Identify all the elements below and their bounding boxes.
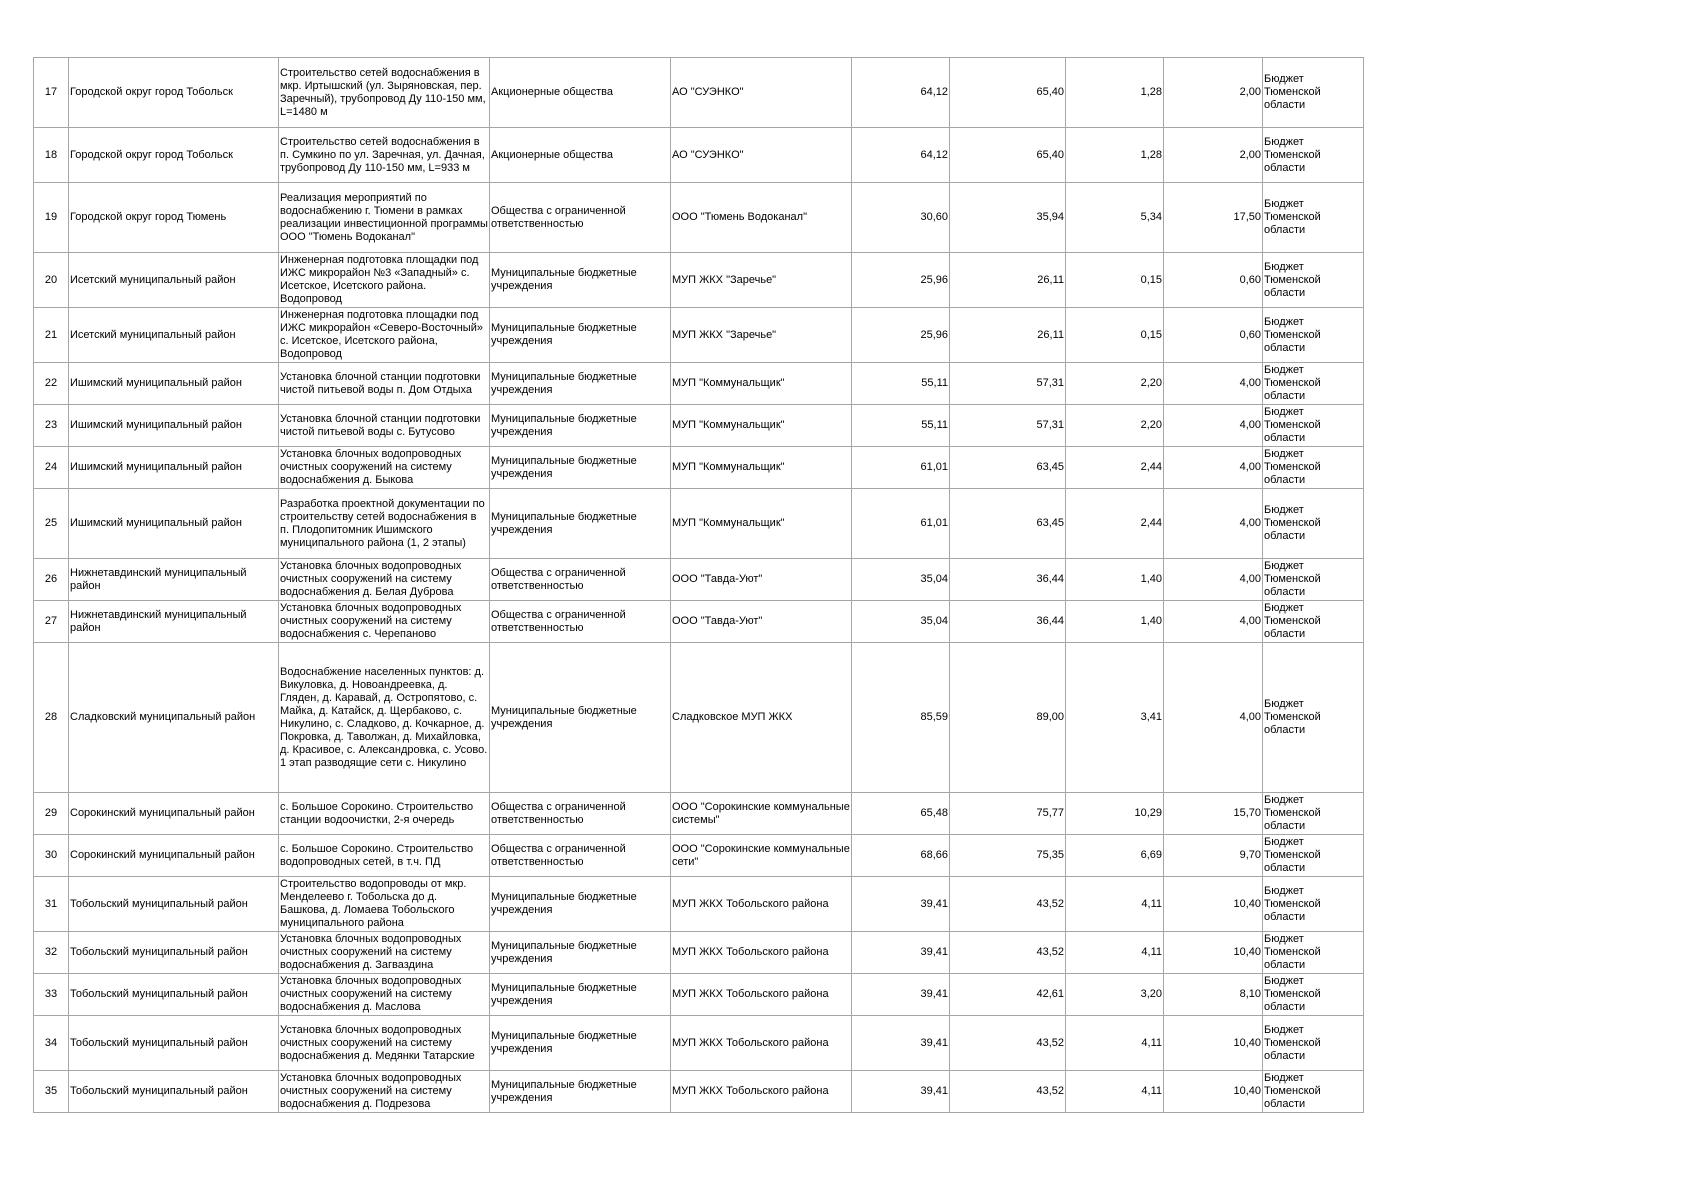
project-description-cell: Установка блочных водопроводных очистных сооружений на систему водоснабжения д. Медянки Татарские	[279, 1016, 490, 1071]
table-row	[34, 974, 1364, 1016]
project-description-cell: Установка блочных водопроводных очистных сооружений на систему водоснабжения д. Подрезова	[279, 1071, 490, 1113]
value-2-cell: 75,77	[950, 793, 1066, 835]
value-1-cell: 25,96	[852, 253, 950, 308]
value-4-cell: 8,10	[1164, 974, 1263, 1016]
organization-name-cell: МУП ЖКХ Тобольского района	[671, 1016, 852, 1071]
organization-name-cell: МУП ЖКХ Тобольского района	[671, 932, 852, 974]
budget-source-cell: Бюджет Тюменской области	[1263, 643, 1364, 793]
municipality-cell: Тобольский муниципальный район	[69, 974, 279, 1016]
value-4-cell: 10,40	[1164, 932, 1263, 974]
value-4-cell: 0,60	[1164, 253, 1263, 308]
row-number: 35	[34, 1071, 69, 1113]
value-1-cell: 39,41	[852, 932, 950, 974]
project-description-cell: с. Большое Сорокино. Строительство станции водоочистки, 2-я очередь	[279, 793, 490, 835]
organization-type-cell: Муниципальные бюджетные учреждения	[490, 974, 671, 1016]
value-3-cell: 0,15	[1066, 253, 1164, 308]
organization-name-cell: АО "СУЭНКО"	[671, 58, 852, 128]
value-1-cell: 35,04	[852, 601, 950, 643]
value-4-cell: 4,00	[1164, 363, 1263, 405]
municipality-cell: Тобольский муниципальный район	[69, 877, 279, 932]
value-2-cell: 57,31	[950, 363, 1066, 405]
value-4-cell: 15,70	[1164, 793, 1263, 835]
organization-type-cell: Муниципальные бюджетные учреждения	[490, 363, 671, 405]
organization-type-cell: Муниципальные бюджетные учреждения	[490, 253, 671, 308]
table-row	[34, 877, 1364, 932]
value-4-cell: 2,00	[1164, 58, 1263, 128]
value-2-cell: 35,94	[950, 183, 1066, 253]
organization-name-cell: МУП "Коммунальщик"	[671, 405, 852, 447]
organization-type-cell: Общества с ограниченной ответственностью	[490, 183, 671, 253]
municipality-cell: Исетский муниципальный район	[69, 253, 279, 308]
table-row	[34, 601, 1364, 643]
value-3-cell: 6,69	[1066, 835, 1164, 877]
value-3-cell: 5,34	[1066, 183, 1164, 253]
value-3-cell: 1,28	[1066, 58, 1164, 128]
budget-source-cell: Бюджет Тюменской области	[1263, 974, 1364, 1016]
project-description-cell: Установка блочных водопроводных очистных сооружений на систему водоснабжения д. Быкова	[279, 447, 490, 489]
project-description-cell: Строительство водопроводы от мкр. Менделеево г. Тобольска до д. Башкова, д. Ломаева Тобольского муниципального района	[279, 877, 490, 932]
table-row	[34, 932, 1364, 974]
table-row	[34, 1071, 1364, 1113]
budget-source-cell: Бюджет Тюменской области	[1263, 183, 1364, 253]
organization-type-cell: Общества с ограниченной ответственностью	[490, 793, 671, 835]
project-description-cell: Установка блочных водопроводных очистных сооружений на систему водоснабжения д. Загваздина	[279, 932, 490, 974]
value-3-cell: 10,29	[1066, 793, 1164, 835]
value-3-cell: 2,44	[1066, 447, 1164, 489]
value-2-cell: 36,44	[950, 601, 1066, 643]
value-3-cell: 3,41	[1066, 643, 1164, 793]
project-description-cell: Инженерная подготовка площадки под ИЖС микрорайон «Северо-Восточный» с. Исетское, Исетского района, Водопровод	[279, 308, 490, 363]
row-number: 20	[34, 253, 69, 308]
budget-source-cell: Бюджет Тюменской области	[1263, 877, 1364, 932]
row-number: 23	[34, 405, 69, 447]
organization-type-cell: Муниципальные бюджетные учреждения	[490, 643, 671, 793]
value-4-cell: 17,50	[1164, 183, 1263, 253]
value-1-cell: 64,12	[852, 58, 950, 128]
municipality-cell: Сладковский муниципальный район	[69, 643, 279, 793]
value-2-cell: 43,52	[950, 1016, 1066, 1071]
row-number: 30	[34, 835, 69, 877]
table-row	[34, 405, 1364, 447]
budget-source-cell: Бюджет Тюменской области	[1263, 1071, 1364, 1113]
organization-type-cell: Муниципальные бюджетные учреждения	[490, 308, 671, 363]
value-3-cell: 4,11	[1066, 1016, 1164, 1071]
value-4-cell: 10,40	[1164, 1071, 1263, 1113]
value-2-cell: 43,52	[950, 877, 1066, 932]
value-2-cell: 26,11	[950, 253, 1066, 308]
organization-name-cell: МУП ЖКХ "Заречье"	[671, 253, 852, 308]
value-1-cell: 35,04	[852, 559, 950, 601]
municipality-cell: Городской округ город Тобольск	[69, 128, 279, 183]
value-2-cell: 42,61	[950, 974, 1066, 1016]
row-number: 28	[34, 643, 69, 793]
value-3-cell: 2,20	[1066, 405, 1164, 447]
organization-type-cell: Общества с ограниченной ответственностью	[490, 835, 671, 877]
row-number: 21	[34, 308, 69, 363]
value-4-cell: 2,00	[1164, 128, 1263, 183]
municipality-cell: Ишимский муниципальный район	[69, 405, 279, 447]
table-row	[34, 363, 1364, 405]
row-number: 24	[34, 447, 69, 489]
project-description-cell: Установка блочной станции подготовки чистой питьевой воды п. Дом Отдыха	[279, 363, 490, 405]
project-description-cell: Строительство сетей водоснабжения в п. Сумкино по ул. Заречная, ул. Дачная, трубопровод Ду 110-150 мм, L=933 м	[279, 128, 490, 183]
row-number: 27	[34, 601, 69, 643]
value-2-cell: 26,11	[950, 308, 1066, 363]
value-3-cell: 3,20	[1066, 974, 1164, 1016]
organization-type-cell: Муниципальные бюджетные учреждения	[490, 932, 671, 974]
municipality-cell: Ишимский муниципальный район	[69, 447, 279, 489]
organization-type-cell: Муниципальные бюджетные учреждения	[490, 877, 671, 932]
row-number: 33	[34, 974, 69, 1016]
row-number: 31	[34, 877, 69, 932]
value-1-cell: 39,41	[852, 1016, 950, 1071]
value-3-cell: 2,20	[1066, 363, 1164, 405]
value-4-cell: 4,00	[1164, 559, 1263, 601]
municipality-cell: Тобольский муниципальный район	[69, 1016, 279, 1071]
table-row	[34, 793, 1364, 835]
value-4-cell: 4,00	[1164, 405, 1263, 447]
value-2-cell: 75,35	[950, 835, 1066, 877]
project-description-cell: Разработка проектной документации по строительству сетей водоснабжения в п. Плодопитомник Ишимского муниципального района (1, 2 этапы)	[279, 489, 490, 559]
value-2-cell: 63,45	[950, 447, 1066, 489]
value-2-cell: 65,40	[950, 128, 1066, 183]
value-2-cell: 57,31	[950, 405, 1066, 447]
organization-name-cell: ООО "Сорокинские коммунальные системы"	[671, 793, 852, 835]
value-3-cell: 1,40	[1066, 559, 1164, 601]
row-number: 34	[34, 1016, 69, 1071]
budget-source-cell: Бюджет Тюменской области	[1263, 559, 1364, 601]
value-1-cell: 64,12	[852, 128, 950, 183]
project-description-cell: Установка блочных водопроводных очистных сооружений на систему водоснабжения д. Маслова	[279, 974, 490, 1016]
value-3-cell: 2,44	[1066, 489, 1164, 559]
value-1-cell: 39,41	[852, 877, 950, 932]
municipality-cell: Городской округ город Тобольск	[69, 58, 279, 128]
value-4-cell: 10,40	[1164, 877, 1263, 932]
organization-name-cell: МУП "Коммунальщик"	[671, 363, 852, 405]
table-row	[34, 183, 1364, 253]
organization-type-cell: Акционерные общества	[490, 128, 671, 183]
value-1-cell: 55,11	[852, 363, 950, 405]
value-1-cell: 61,01	[852, 489, 950, 559]
budget-source-cell: Бюджет Тюменской области	[1263, 128, 1364, 183]
municipality-cell: Сорокинский муниципальный район	[69, 835, 279, 877]
organization-name-cell: ООО "Тавда-Уют"	[671, 559, 852, 601]
budget-source-cell: Бюджет Тюменской области	[1263, 489, 1364, 559]
project-description-cell: Строительство сетей водоснабжения в мкр. Иртышский (ул. Зыряновская, пер. Заречный), трубопровод Ду 110-150 мм, L=1480 м	[279, 58, 490, 128]
row-number: 25	[34, 489, 69, 559]
value-4-cell: 4,00	[1164, 643, 1263, 793]
value-4-cell: 10,40	[1164, 1016, 1263, 1071]
organization-type-cell: Общества с ограниченной ответственностью	[490, 559, 671, 601]
municipality-cell: Тобольский муниципальный район	[69, 932, 279, 974]
value-1-cell: 61,01	[852, 447, 950, 489]
organization-type-cell: Муниципальные бюджетные учреждения	[490, 489, 671, 559]
row-number: 29	[34, 793, 69, 835]
organization-name-cell: МУП ЖКХ "Заречье"	[671, 308, 852, 363]
value-4-cell: 4,00	[1164, 447, 1263, 489]
organization-name-cell: АО "СУЭНКО"	[671, 128, 852, 183]
project-description-cell: Установка блочных водопроводных очистных сооружений на систему водоснабжения д. Белая Дуброва	[279, 559, 490, 601]
value-3-cell: 0,15	[1066, 308, 1164, 363]
table-row	[34, 1016, 1364, 1071]
value-1-cell: 39,41	[852, 1071, 950, 1113]
municipality-cell: Сорокинский муниципальный район	[69, 793, 279, 835]
project-description-cell: Установка блочной станции подготовки чистой питьевой воды с. Бутусово	[279, 405, 490, 447]
row-number: 17	[34, 58, 69, 128]
table-row	[34, 58, 1364, 128]
value-3-cell: 4,11	[1066, 877, 1164, 932]
project-description-cell: Установка блочных водопроводных очистных сооружений на систему водоснабжения с. Черепаново	[279, 601, 490, 643]
organization-type-cell: Общества с ограниченной ответственностью	[490, 601, 671, 643]
data-table	[33, 57, 1364, 1113]
value-1-cell: 55,11	[852, 405, 950, 447]
municipality-cell: Тобольский муниципальный район	[69, 1071, 279, 1113]
row-number: 19	[34, 183, 69, 253]
value-2-cell: 36,44	[950, 559, 1066, 601]
table-row	[34, 447, 1364, 489]
organization-type-cell: Муниципальные бюджетные учреждения	[490, 1016, 671, 1071]
table-row	[34, 489, 1364, 559]
value-2-cell: 63,45	[950, 489, 1066, 559]
value-4-cell: 0,60	[1164, 308, 1263, 363]
project-description-cell: с. Большое Сорокино. Строительство водопроводных сетей, в т.ч. ПД	[279, 835, 490, 877]
table-row	[34, 253, 1364, 308]
budget-source-cell: Бюджет Тюменской области	[1263, 1016, 1364, 1071]
organization-name-cell: МУП "Коммунальщик"	[671, 447, 852, 489]
project-description-cell: Реализация мероприятий по водоснабжению г. Тюмени в рамках реализации инвестиционной программы ООО "Тюмень Водоканал"	[279, 183, 490, 253]
value-3-cell: 4,11	[1066, 932, 1164, 974]
value-3-cell: 4,11	[1066, 1071, 1164, 1113]
value-2-cell: 65,40	[950, 58, 1066, 128]
municipality-cell: Исетский муниципальный район	[69, 308, 279, 363]
row-number: 32	[34, 932, 69, 974]
row-number: 26	[34, 559, 69, 601]
value-1-cell: 30,60	[852, 183, 950, 253]
budget-source-cell: Бюджет Тюменской области	[1263, 793, 1364, 835]
value-3-cell: 1,28	[1066, 128, 1164, 183]
value-4-cell: 9,70	[1164, 835, 1263, 877]
municipality-cell: Нижнетавдинский муниципальный район	[69, 601, 279, 643]
organization-name-cell: ООО "Тавда-Уют"	[671, 601, 852, 643]
municipality-cell: Ишимский муниципальный район	[69, 489, 279, 559]
value-3-cell: 1,40	[1066, 601, 1164, 643]
organization-type-cell: Муниципальные бюджетные учреждения	[490, 447, 671, 489]
budget-source-cell: Бюджет Тюменской области	[1263, 447, 1364, 489]
table-row	[34, 835, 1364, 877]
value-4-cell: 4,00	[1164, 489, 1263, 559]
organization-name-cell: МУП ЖКХ Тобольского района	[671, 877, 852, 932]
table-row	[34, 559, 1364, 601]
table-row	[34, 643, 1364, 793]
budget-source-cell: Бюджет Тюменской области	[1263, 253, 1364, 308]
table-row	[34, 128, 1364, 183]
budget-source-cell: Бюджет Тюменской области	[1263, 308, 1364, 363]
organization-name-cell: ООО "Сорокинские коммунальные сети"	[671, 835, 852, 877]
organization-name-cell: ООО "Тюмень Водоканал"	[671, 183, 852, 253]
organization-name-cell: МУП "Коммунальщик"	[671, 489, 852, 559]
budget-source-cell: Бюджет Тюменской области	[1263, 601, 1364, 643]
organization-type-cell: Муниципальные бюджетные учреждения	[490, 405, 671, 447]
budget-source-cell: Бюджет Тюменской области	[1263, 405, 1364, 447]
value-1-cell: 25,96	[852, 308, 950, 363]
value-1-cell: 68,66	[852, 835, 950, 877]
organization-name-cell: Сладковское МУП ЖКХ	[671, 643, 852, 793]
municipality-cell: Городской округ город Тюмень	[69, 183, 279, 253]
value-1-cell: 85,59	[852, 643, 950, 793]
budget-source-cell: Бюджет Тюменской области	[1263, 58, 1364, 128]
value-2-cell: 43,52	[950, 1071, 1066, 1113]
table-body	[34, 58, 1364, 1113]
budget-source-cell: Бюджет Тюменской области	[1263, 835, 1364, 877]
row-number: 22	[34, 363, 69, 405]
project-description-cell: Водоснабжение населенных пунктов: д. Викуловка, д. Новоандреевка, д. Гляден, д. Каравай, д. Остропятово, с. Майка, д. Катайск, д. Щербаково, с. Никулино, с. Сладково, д. Кочкарное, д. Покровка, д. Таволжан, д. Михайловка, д. Красивое, с. Александровка, с. Усово. 1 этап разводящие сети с. Никулино	[279, 643, 490, 793]
municipality-cell: Нижнетавдинский муниципальный район	[69, 559, 279, 601]
organization-name-cell: МУП ЖКХ Тобольского района	[671, 974, 852, 1016]
table-row	[34, 308, 1364, 363]
row-number: 18	[34, 128, 69, 183]
organization-type-cell: Акционерные общества	[490, 58, 671, 128]
budget-source-cell: Бюджет Тюменской области	[1263, 363, 1364, 405]
municipality-cell: Ишимский муниципальный район	[69, 363, 279, 405]
budget-source-cell: Бюджет Тюменской области	[1263, 932, 1364, 974]
value-1-cell: 65,48	[852, 793, 950, 835]
organization-type-cell: Муниципальные бюджетные учреждения	[490, 1071, 671, 1113]
value-2-cell: 89,00	[950, 643, 1066, 793]
value-2-cell: 43,52	[950, 932, 1066, 974]
project-description-cell: Инженерная подготовка площадки под ИЖС микрорайон №3 «Западный» с. Исетское, Исетского района. Водопровод	[279, 253, 490, 308]
value-4-cell: 4,00	[1164, 601, 1263, 643]
organization-name-cell: МУП ЖКХ Тобольского района	[671, 1071, 852, 1113]
value-1-cell: 39,41	[852, 974, 950, 1016]
